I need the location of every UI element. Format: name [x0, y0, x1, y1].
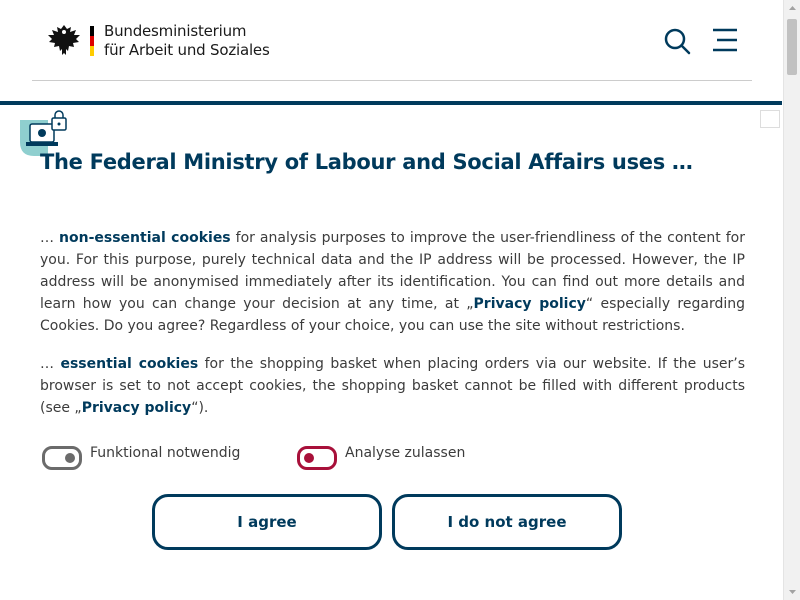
ministry-name-line1: Bundesministerium: [104, 22, 247, 40]
agree-button[interactable]: I agree: [152, 494, 382, 550]
german-flag-stripe: [90, 26, 94, 56]
analysis-toggle-label: Analyse zulassen: [345, 445, 466, 461]
dialog-title: The Federal Ministry of Labour and Social Affairs uses …: [40, 150, 693, 174]
toggle-analysis: [297, 440, 465, 466]
scroll-down-arrow-icon[interactable]: [784, 583, 800, 600]
scrollbar-thumb[interactable]: [787, 19, 797, 75]
p1-text2: “ especially regarding Cookies. Do you agree? Regardless of your choice, you can use the site without restrictions.: [40, 296, 745, 334]
search-icon[interactable]: [662, 26, 692, 56]
menu-icon[interactable]: [710, 26, 740, 56]
non-essential-cookies-label: non-essential cookies: [59, 230, 231, 246]
non-essential-cookies-text: [40, 227, 745, 337]
p2-text2: “).: [191, 400, 209, 416]
p1-text1: for analysis purposes to improve the user-friendliness of the content for you. For this purpose, purely technical data and the IP address will be processed. However, the IP address will be anonymised immediately after its identification. You can find out more details and learn how you can change your decision at any time, at „: [40, 230, 746, 312]
essential-cookies-text: [40, 353, 745, 419]
vertical-scrollbar[interactable]: [783, 0, 800, 600]
federal-eagle-logo[interactable]: [46, 22, 82, 58]
privacy-policy-link[interactable]: Privacy policy: [473, 296, 586, 312]
dialog-top-border: [0, 101, 782, 105]
toggle-knob: [304, 453, 314, 463]
dialog-close-button[interactable]: [760, 110, 780, 128]
functional-toggle-label: Funktional notwendig: [90, 445, 241, 461]
toggle-knob: [65, 453, 75, 463]
privacy-policy-link-2[interactable]: Privacy policy: [81, 400, 192, 416]
analysis-toggle-switch[interactable]: [297, 446, 337, 470]
functional-toggle-switch[interactable]: [42, 446, 82, 470]
ministry-name[interactable]: [104, 22, 270, 60]
scroll-up-arrow-icon[interactable]: [784, 0, 800, 17]
site-header: [0, 0, 782, 102]
header-divider: [32, 80, 752, 81]
disagree-button[interactable]: I do not agree: [392, 494, 622, 550]
ministry-name-line2: für Arbeit und Soziales: [104, 41, 270, 59]
p2-text1: for the shopping basket when placing orders via our website. If the user’s browser is set to not accept cookies, the shopping basket cannot be filled with different products (see „: [40, 356, 745, 416]
p2-lead: …: [40, 356, 61, 372]
toggle-functional: [42, 440, 240, 466]
essential-cookies-label: essential cookies: [60, 356, 199, 372]
p1-lead: …: [40, 230, 60, 246]
